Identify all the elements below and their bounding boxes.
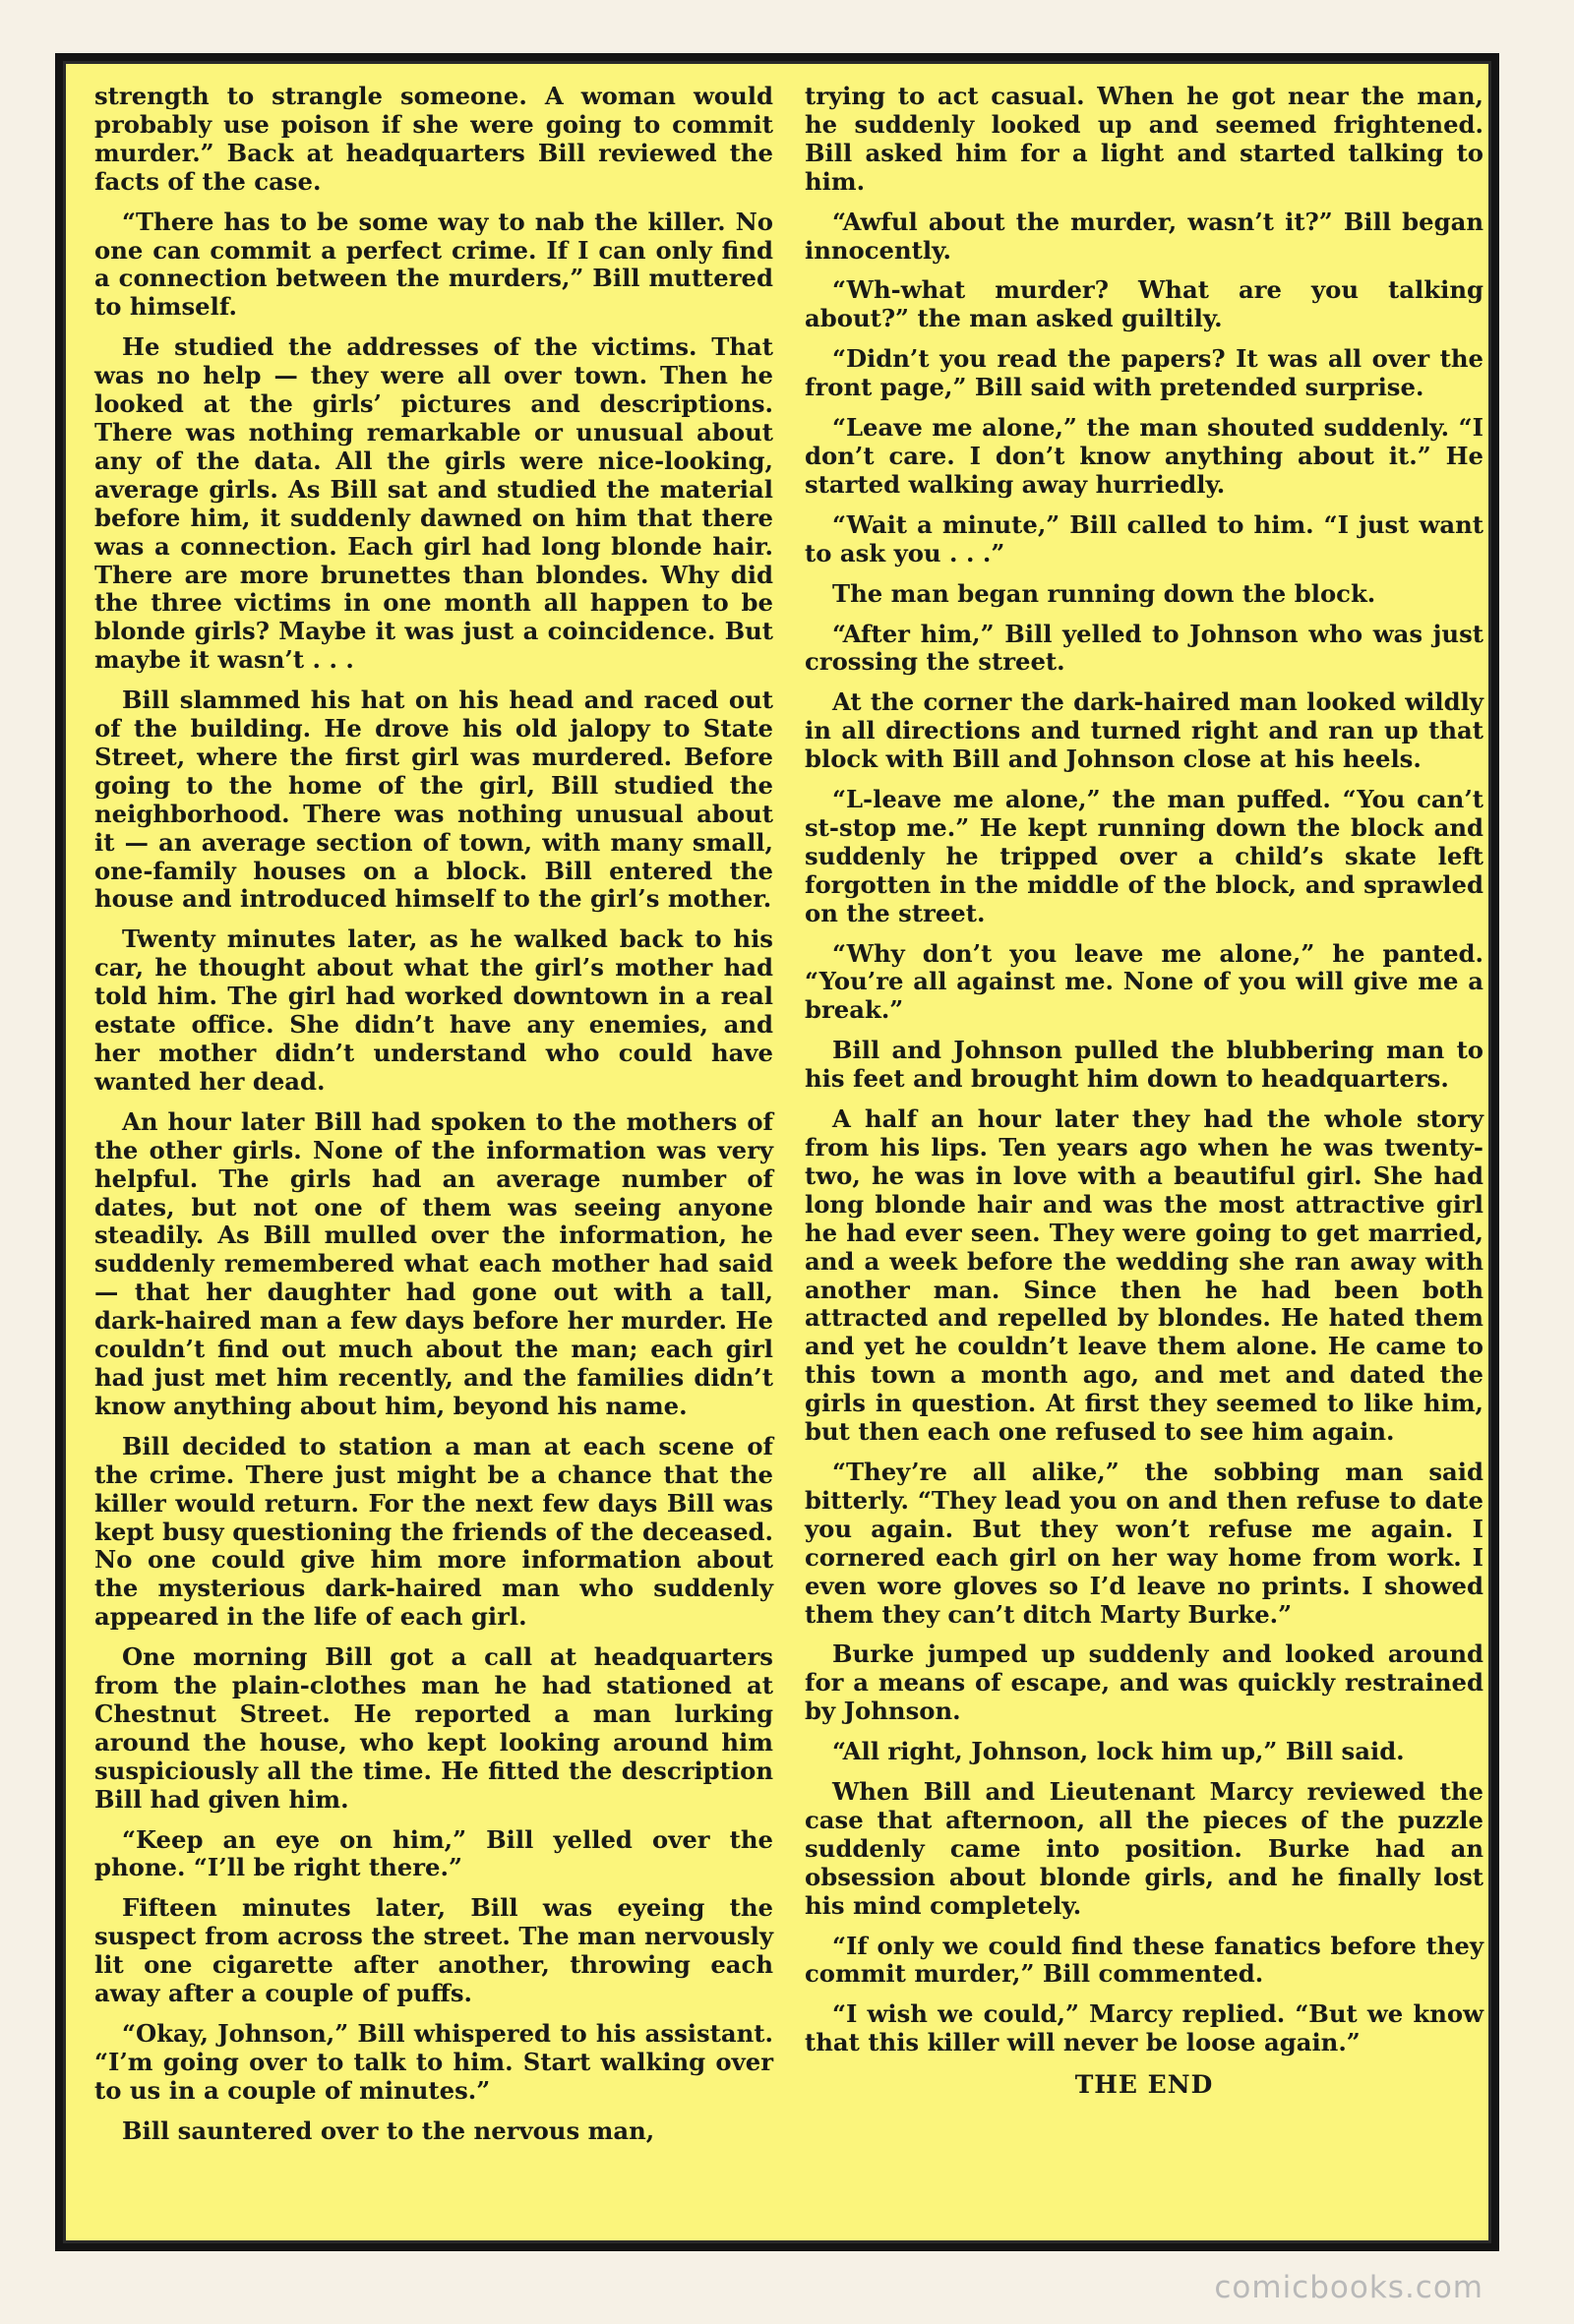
the-end-label: THE END (1074, 2070, 1214, 2100)
story-paragraph: Bill and Johnson pulled the blubbering man to his feet and brought him down to headquarters. (805, 1036, 1483, 1094)
story-paragraph: “Wait a minute,” Bill called to him. “I just want to ask you . . .” (805, 509, 1483, 567)
story-paragraph: “They’re all alike,” the sobbing man said bitterly. “They lead you on and then refuse to date you again. But they won’t refuse me again. I cornered each girl on her way home from work. I even wore gloves so I’d leave no prints. I showed them they can’t ditch Marty Burke.” (805, 1457, 1483, 1629)
story-paragraph: “After him,” Bill yelled to Johnson who was just crossing the street. (805, 619, 1483, 677)
story-paragraph: When Bill and Lieutenant Marcy reviewed the case that afternoon, all the pieces of the puzzle suddenly came into position. Burke had an obsession about blonde girls, and he finally lost his mind completely. (805, 1777, 1483, 1920)
story-paragraph: Bill sauntered over to the nervous man, (122, 2115, 655, 2145)
story-paragraph: “I wish we could,” Marcy replied. “But we know that this killer will never be loose again.” (805, 1999, 1483, 2057)
story-paragraph: “Why don’t you leave me alone,” he panted. “You’re all against me. None of you will give me a break.” (805, 938, 1483, 1025)
story-paragraph: “Wh-what murder? What are you talking about?” the man asked guiltily. (805, 275, 1483, 333)
story-paragraph: Burke jumped up suddenly and looked around for a means of escape, and was quickly restrained by Johnson. (805, 1639, 1483, 1726)
story-paragraph: Fifteen minutes later, Bill was eyeing the suspect from across the street. The man nervously lit one cigarette after another, throwing each away after a couple of puffs. (94, 1893, 773, 2008)
story-paragraph: “Didn’t you read the papers? It was all over the front page,” Bill said with pretended surprise. (805, 344, 1483, 402)
site-watermark: comicbooks.com (1214, 2270, 1483, 2305)
story-paragraph: He studied the addresses of the victims. That was no help — they were all over town. Then he looked at the girls’ pictures and descriptions. There was nothing remarkable or unusual about any of the data. All the girls were nice-looking, average girls. As Bill sat and studied the material before him, it suddenly dawned on him that there was a connection. Each girl had long blonde hair. There are more brunettes than blondes. Why did the three victims in one month all happen to be blonde girls? Maybe it was just a coincidence. But maybe it wasn’t . . . (94, 332, 773, 675)
story-paragraph: Twenty minutes later, as he walked back to his car, he thought about what the girl’s mother had told him. The girl had worked downtown in a real estate office. She didn’t have any enemies, and her mother didn’t understand who could have wanted her dead. (94, 924, 773, 1096)
story-paragraph: An hour later Bill had spoken to the mothers of the other girls. None of the information was very helpful. The girls had an average number of dates, but not one of them was seeing anyone steadily. As Bill mulled over the information, he suddenly remembered what each mother had said — that her daughter had gone out with a tall, dark-haired man a few days before her murder. He couldn’t find out much about the man; each girl had just met him recently, and the families didn’t know anything about him, beyond his name. (94, 1106, 773, 1420)
story-paragraph: One morning Bill got a call at headquarters from the plain-clothes man he had stationed at Chestnut Street. He reported a man lurking around the house, who kept looking around him suspiciously all the time. He fitted the description Bill had given him. (94, 1642, 773, 1814)
story-paragraph: “There has to be some way to nab the killer. No one can commit a perfect crime. If I can only find a connection between the murders,” Bill muttered to himself. (94, 207, 773, 322)
story-paragraph: At the corner the dark-haired man looked wildly in all directions and turned right and ran up that block with Bill and Johnson close at his heels. (805, 687, 1483, 774)
right-text-column (805, 83, 1483, 2112)
story-paragraph: Bill slammed his hat on his head and raced out of the building. He drove his old jalopy to State Street, where the first girl was murdered. Before going to the home of the girl, Bill studied the neighborhood. There was nothing unusual about it — an average section of town, with many small, one-family houses on a block. Bill entered the house and introduced himself to the girl’s mother. (94, 685, 773, 914)
story-paragraph: “Keep an eye on him,” Bill yelled over the phone. “I’ll be right there.” (94, 1824, 773, 1882)
story-paragraph: “L-leave me alone,” the man puffed. “You can’t st-stop me.” He kept running down the block and suddenly he tripped over a child’s skate left forgotten in the middle of the block, and sprawled on the street. (805, 785, 1483, 927)
story-paragraph: strength to strangle someone. A woman would probably use poison if she were going to commit murder.” Back at headquarters Bill reviewed the facts of the case. (94, 82, 773, 196)
story-paragraph: “Okay, Johnson,” Bill whispered to his assistant. “I’m going over to talk to him. Start walking over to us in a couple of minutes.” (94, 2019, 773, 2105)
story-paragraph: The man began running down the block. (832, 578, 1376, 608)
story-paragraph: Bill decided to station a man at each scene of the crime. There just might be a chance that the killer would return. For the next few days Bill was kept busy questioning the friends of the deceased. No one could give him more information about the mysterious dark-haired man who suddenly appeared in the life of each girl. (94, 1431, 773, 1632)
story-paragraph: “All right, Johnson, lock him up,” Bill said. (832, 1737, 1405, 1766)
left-text-column (94, 83, 773, 2158)
story-paragraph: trying to act casual. When he got near the man, he suddenly looked up and seemed frightened. Bill asked him for a light and started talking to him. (805, 82, 1483, 196)
story-paragraph: “Leave me alone,” the man shouted suddenly. “I don’t care. I don’t know anything about it.” He started walking away hurriedly. (805, 413, 1483, 499)
story-paragraph: A half an hour later they had the whole story from his lips. Ten years ago when he was twenty-two, he was in love with a beautiful girl. She had long blonde hair and was the most attractive girl he had ever seen. They were going to get married, and a week before the wedding she ran away with another man. Since then he had been both attracted and repelled by blondes. He hated them and yet he couldn’t leave them alone. He came to this town a month ago, and met and dated the girls in question. At first they seemed to like him, but then each one refused to see him again. (805, 1104, 1483, 1447)
story-paragraph: “Awful about the murder, wasn’t it?” Bill began innocently. (805, 207, 1483, 265)
story-paragraph: “If only we could find these fanatics before they commit murder,” Bill commented. (805, 1931, 1483, 1989)
